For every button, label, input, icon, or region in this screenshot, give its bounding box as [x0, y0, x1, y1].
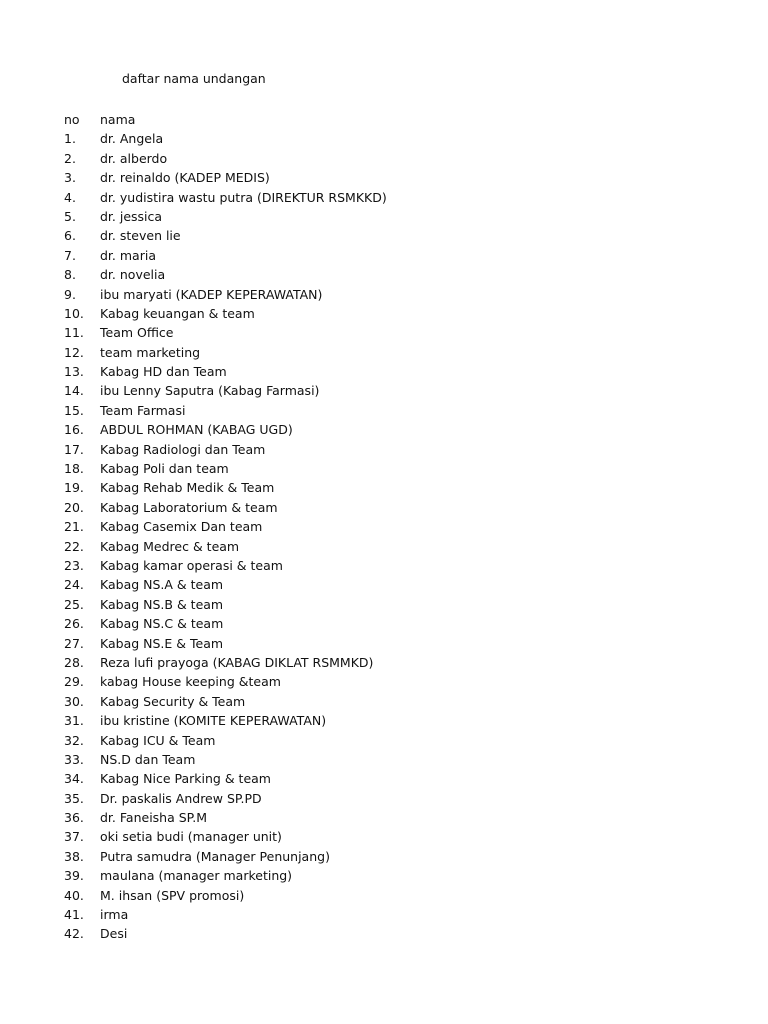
item-number: 26. — [64, 616, 84, 632]
item-name: dr. Angela — [100, 131, 164, 147]
item-name: Kabag NS.B & team — [100, 596, 224, 612]
list-item — [64, 226, 744, 245]
list-item — [64, 265, 744, 284]
item-number: 14. — [64, 383, 84, 399]
item-number: 7. — [64, 247, 76, 263]
item-number: 27. — [64, 635, 84, 651]
list-item — [64, 575, 744, 594]
item-number: 24. — [64, 577, 84, 593]
item-number: 10. — [64, 305, 84, 321]
item-name: Kabag NS.C & team — [100, 616, 224, 632]
item-number: 32. — [64, 732, 84, 748]
item-name: Kabag Casemix Dan team — [100, 519, 263, 535]
list-item — [64, 614, 744, 633]
item-number: 30. — [64, 693, 84, 709]
item-name: Desi — [100, 926, 128, 942]
list-item — [64, 808, 744, 827]
item-number: 23. — [64, 557, 84, 573]
list-item — [64, 847, 744, 866]
list-item — [64, 789, 744, 808]
item-name: dr. steven lie — [100, 228, 181, 244]
item-number: 16. — [64, 422, 84, 438]
item-name: dr. novelia — [100, 267, 166, 283]
item-name: dr. yudistira wastu putra (DIREKTUR RSMKKD) — [100, 189, 387, 205]
item-name: Kabag Rehab Medik & Team — [100, 480, 275, 496]
list-item — [64, 731, 744, 750]
list-item — [64, 517, 744, 536]
item-number: 40. — [64, 887, 84, 903]
item-name: Kabag ICU & Team — [100, 732, 216, 748]
item-name: NS.D dan Team — [100, 751, 196, 767]
item-name: Putra samudra (Manager Penunjang) — [100, 848, 330, 864]
list-item — [64, 634, 744, 653]
item-number: 37. — [64, 829, 84, 845]
item-number: 29. — [64, 674, 84, 690]
item-number: 28. — [64, 654, 84, 670]
item-name: Kabag NS.E & Team — [100, 635, 224, 651]
item-number: 2. — [64, 150, 76, 166]
item-number: 6. — [64, 228, 76, 244]
item-number: 13. — [64, 364, 84, 380]
item-number: 34. — [64, 771, 84, 787]
item-name: Dr. paskalis Andrew SP.PD — [100, 790, 262, 806]
item-name: Kabag Radiologi dan Team — [100, 441, 266, 457]
list-item — [64, 246, 744, 265]
list-item — [64, 207, 744, 226]
item-name: Kabag Poli dan team — [100, 461, 229, 477]
column-header-no: no — [64, 112, 80, 127]
item-name: dr. jessica — [100, 208, 163, 224]
list-rows — [64, 129, 744, 943]
item-name: dr. alberdo — [100, 150, 168, 166]
list-item — [64, 381, 744, 400]
list-item — [64, 323, 744, 342]
item-number: 18. — [64, 461, 84, 477]
item-name: M. ihsan (SPV promosi) — [100, 887, 245, 903]
item-number: 17. — [64, 441, 84, 457]
item-name: dr. maria — [100, 247, 156, 263]
list-item — [64, 168, 744, 187]
item-number: 39. — [64, 868, 84, 884]
item-number: 25. — [64, 596, 84, 612]
item-name: Kabag NS.A & team — [100, 577, 224, 593]
item-number: 4. — [64, 189, 76, 205]
list-item — [64, 401, 744, 420]
list-item — [64, 886, 744, 905]
list-item — [64, 188, 744, 207]
item-name: Kabag Medrec & team — [100, 538, 240, 554]
list-item — [64, 711, 744, 730]
item-number: 31. — [64, 713, 84, 729]
list-item — [64, 459, 744, 478]
item-number: 3. — [64, 170, 76, 186]
item-name: dr. reinaldo (KADEP MEDIS) — [100, 170, 270, 186]
item-number: 9. — [64, 286, 76, 302]
item-name: maulana (manager marketing) — [100, 868, 293, 884]
item-name: Kabag Laboratorium & team — [100, 499, 278, 515]
item-number: 12. — [64, 344, 84, 360]
column-header-name: nama — [100, 112, 136, 127]
item-number: 36. — [64, 810, 84, 826]
item-name: Kabag HD dan Team — [100, 364, 227, 380]
list-item — [64, 343, 744, 362]
item-name: kabag House keeping &team — [100, 674, 281, 690]
item-name: team marketing — [100, 344, 201, 360]
list-item — [64, 556, 744, 575]
item-number: 22. — [64, 538, 84, 554]
list-item — [64, 285, 744, 304]
list-item — [64, 827, 744, 846]
list-header — [64, 110, 744, 129]
item-number: 5. — [64, 208, 76, 224]
list-item — [64, 750, 744, 769]
item-number: 35. — [64, 790, 84, 806]
item-name: Team Farmasi — [100, 402, 186, 418]
list-item — [64, 537, 744, 556]
item-name: ibu Lenny Saputra (Kabag Farmasi) — [100, 383, 320, 399]
item-number: 8. — [64, 267, 76, 283]
item-name: Reza lufi prayoga (KABAG DIKLAT RSMMKD) — [100, 654, 374, 670]
item-name: Kabag Security & Team — [100, 693, 246, 709]
list-item — [64, 595, 744, 614]
item-number: 11. — [64, 325, 84, 341]
item-number: 21. — [64, 519, 84, 535]
list-item — [64, 478, 744, 497]
list-item — [64, 653, 744, 672]
list-item — [64, 362, 744, 381]
item-number: 1. — [64, 131, 76, 147]
list-item — [64, 498, 744, 517]
item-name: oki setia budi (manager unit) — [100, 829, 282, 845]
item-number: 15. — [64, 402, 84, 418]
document-title: daftar nama undangan — [122, 71, 266, 86]
item-name: ABDUL ROHMAN (KABAG UGD) — [100, 422, 293, 438]
item-number: 38. — [64, 848, 84, 864]
item-name: irma — [100, 907, 129, 923]
list-item — [64, 924, 744, 943]
list-item — [64, 129, 744, 148]
list-item — [64, 304, 744, 323]
item-name: dr. Faneisha SP.M — [100, 810, 208, 826]
item-number: 42. — [64, 926, 84, 942]
item-name: Kabag kamar operasi & team — [100, 557, 283, 573]
item-name: Kabag keuangan & team — [100, 305, 255, 321]
item-number: 41. — [64, 907, 84, 923]
list-item — [64, 905, 744, 924]
item-name: ibu kristine (KOMITE KEPERAWATAN) — [100, 713, 327, 729]
item-number: 33. — [64, 751, 84, 767]
list-item — [64, 692, 744, 711]
item-name: ibu maryati (KADEP KEPERAWATAN) — [100, 286, 323, 302]
list-item — [64, 672, 744, 691]
list-item — [64, 149, 744, 168]
item-number: 19. — [64, 480, 84, 496]
item-name: Kabag Nice Parking & team — [100, 771, 271, 787]
list-item — [64, 769, 744, 788]
invitation-list — [64, 110, 744, 944]
list-item — [64, 440, 744, 459]
list-item — [64, 420, 744, 439]
item-number: 20. — [64, 499, 84, 515]
item-name: Team Office — [100, 325, 174, 341]
list-item — [64, 866, 744, 885]
